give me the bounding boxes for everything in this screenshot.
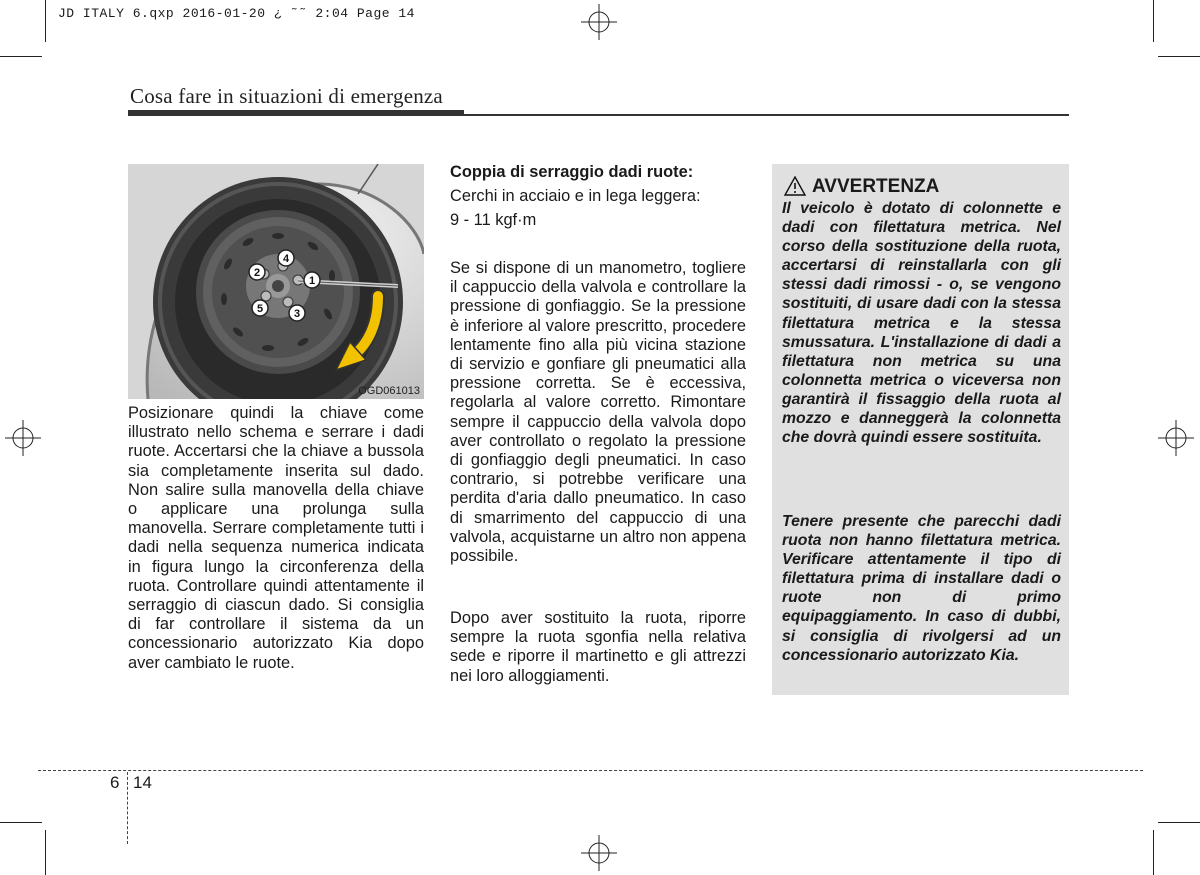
nut-label-4: 4 (282, 253, 290, 265)
crop-mark (1153, 830, 1154, 875)
warning-paragraph2: Tenere presente che parecchi dadi ruota non hanno filettatura metrica. Verificare attentamente il tipo di filettatura prima di installare dadi o ruote non di primo equipaggiamento. In caso di dubbi, si consiglia di rivolgersi ad un concessionario autorizzato Kia. (782, 513, 1061, 664)
crop-mark (45, 830, 46, 875)
crop-mark (1158, 56, 1200, 57)
crop-mark (45, 0, 46, 42)
registration-mark-icon (581, 4, 617, 40)
registration-mark-icon (5, 420, 41, 456)
warning-triangle-icon (784, 176, 806, 196)
warning-box (772, 164, 1069, 695)
chapter-number: 6 (110, 773, 120, 792)
column1-paragraph: Posizionare quindi la chiave come illustrato nello schema e serrare i dadi ruote. Accertarsi che la chiave a bussola sia completamente inserita sul dado. Non salire sulla manovella della chiave o applicare una prolunga sulla manovella. Serrare completamente tutti i dadi nella sequenza numerica indicata in figura lungo la circonferenza della ruota. Controllare quindi attentamente il serraggio di ciascun dado. Si consiglia di far controllare il sistema da un concessionario autorizzato Kia dopo aver cambiato le ruote. (128, 404, 424, 672)
torque-value: 9 - 11 kgf·m (450, 211, 537, 229)
section-title: Cosa fare in situazioni di emergenza (130, 84, 443, 108)
registration-mark-icon (1158, 420, 1194, 456)
page-number: 14 (133, 773, 152, 792)
nut-label-3: 3 (293, 308, 301, 320)
nut-label-5: 5 (256, 303, 264, 315)
warning-paragraph1: Il veicolo è dotato di colonnette e dadi con filettatura metrica. Nel corso della sostituzione della ruota, accertarsi di reinstallarla con gli stessi dadi rimossi - o, se vengono sostituiti, di usare dadi con la stessa filettatura metrica e la stessa smussatura. L'installazione di dadi a filettatura non metrica su una colonnetta metrica o viceversa non garantirà il fissaggio della ruota al mozzo e danneggerà la colonnetta che dovrà quindi essere sostituita. (782, 200, 1061, 447)
crop-mark (0, 822, 42, 823)
warning-title: AVVERTENZA (812, 176, 940, 197)
nut-label-1: 1 (308, 275, 316, 287)
column2-paragraph2: Dopo aver sostituito la ruota, riporre sempre la ruota sgonfia nella relativa sede e riporre il martinetto e gli attrezzi nei loro alloggiamenti. (450, 609, 746, 685)
wheel-nut-illustration (128, 164, 424, 399)
column2-paragraph1: Se si dispone di un manometro, togliere il cappuccio della valvola e controllare la pressione di gonfiaggio. Se la pressione è inferiore al valore prescritto, procedere lentamente fino alla più vicina stazione di servizio e gonfiare gli pneumatici alla pressione corretta. Se è eccessiva, regolarla al valore corretto. Rimontare sempre il cappuccio della valvola dopo aver controllato o regolato la pressione di gonfiaggio degli pneumatici. In caso contrario, si potrebbe verificare una perdita d'aria dallo pneumatico. In caso di smarrimento del cappuccio di una valvola, acquistarne un altro non appena possibile. (450, 259, 746, 566)
torque-heading: Coppia di serraggio dadi ruote: (450, 163, 694, 181)
registration-mark-icon (581, 835, 617, 871)
footer-divider (127, 772, 128, 844)
crop-mark (0, 56, 42, 57)
header-rule (128, 114, 1069, 116)
crop-mark (1158, 822, 1200, 823)
crop-mark (1153, 0, 1154, 42)
nut-label-2: 2 (253, 267, 261, 279)
print-slug: JD ITALY 6.qxp 2016-01-20 ¿ ˜˜ 2:04 Page 14 (58, 6, 415, 21)
figure-code: OGD061013 (358, 385, 420, 397)
footer-rule (38, 770, 1143, 771)
torque-line-rims: Cerchi in acciaio e in lega leggera: (450, 187, 701, 205)
